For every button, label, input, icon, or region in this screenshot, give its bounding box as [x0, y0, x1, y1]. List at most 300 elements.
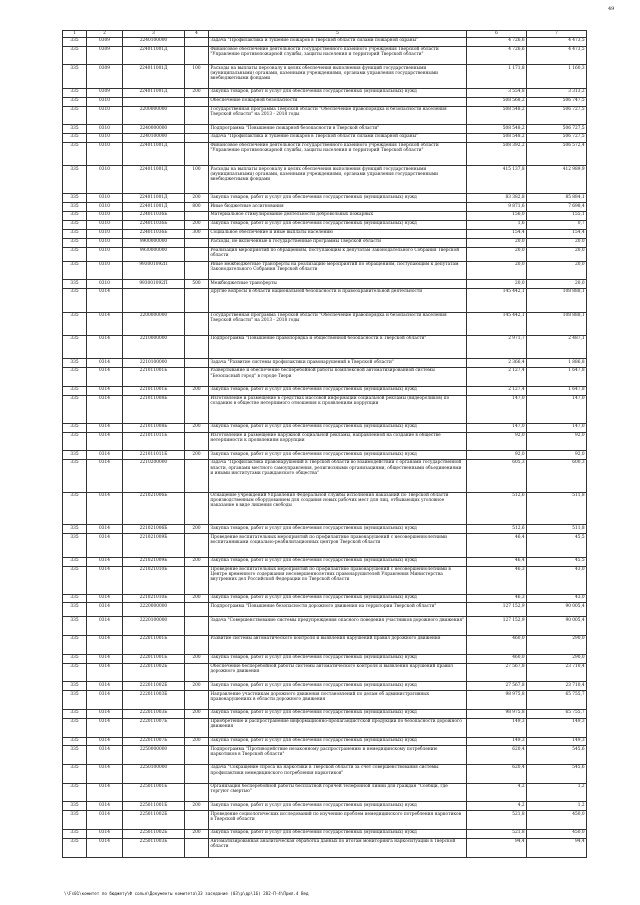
table-row — [63, 335, 587, 358]
target-article-cell: 2250000000 — [123, 746, 185, 765]
expense-type-cell: 200 — [185, 709, 209, 718]
ministry-code-cell: 335 — [63, 125, 87, 134]
description-cell: Задача "Профилактика правонарушений в Тверской области во взаимодействии с органами государственной власти, органами местного самоуправления, религиозными организациями, общественными объединениями и иными институтами гражданского общества" — [209, 460, 467, 493]
description-cell: Закупка товаров, работ и услуг для обеспечения государственных (муниципальных) нужд — [209, 557, 467, 566]
target-article-cell: 224011001Д — [123, 65, 185, 88]
description-cell: Закупка товаров, работ и услуг для обеспечения государственных (муниципальных) нужд — [209, 525, 467, 534]
executed-amount-cell: 290,0 — [527, 636, 587, 655]
table-row — [63, 802, 587, 811]
planned-amount-cell: 521,8 — [467, 830, 527, 839]
section-code-cell: 0314 — [87, 566, 123, 594]
planned-amount-cell: 149,3 — [467, 737, 527, 746]
table-row — [63, 654, 587, 663]
expense-type-cell — [185, 460, 209, 493]
planned-amount-cell: 3 554,8 — [467, 88, 527, 97]
section-code-cell: 0314 — [87, 783, 123, 802]
target-article-cell: 2250100000 — [123, 765, 185, 784]
ministry-code-cell: 335 — [63, 88, 87, 97]
description-cell: Развертывание и обеспечение бесперебойной работы комплексной автоматизированной системы "Безопасный город" в городе Твери — [209, 368, 467, 387]
description-cell: Развитие системы автоматического контроля и выявления нарушений правил дорожного движения — [209, 636, 467, 655]
target-article-cell: 222011007Б — [123, 718, 185, 737]
table-row — [63, 423, 587, 432]
table-row — [63, 97, 587, 106]
executed-amount-cell: 412 989,9 — [527, 166, 587, 194]
ministry-code-cell: 335 — [63, 566, 87, 594]
target-article-cell: 221021006Б — [123, 525, 185, 534]
target-article-cell — [123, 289, 185, 312]
section-code-cell: 0314 — [87, 451, 123, 460]
planned-amount-cell: 4 726,6 — [467, 37, 527, 46]
description-cell: Обеспечение пожарной безопасности — [209, 97, 467, 106]
planned-amount-cell: 20,0 — [467, 247, 527, 261]
target-article-cell: 221021010Б — [123, 594, 185, 603]
table-row — [63, 134, 587, 143]
expense-type-cell: 200 — [185, 830, 209, 839]
planned-amount-cell: 508 568,2 — [467, 97, 527, 106]
planned-amount-cell: 27 567,8 — [467, 663, 527, 682]
target-article-cell: 224011036Б — [123, 212, 185, 221]
table-row — [63, 229, 587, 238]
target-article-cell: 224011001Д — [123, 142, 185, 165]
description-cell: Закупка товаров, работ и услуг для обеспечения государственных (муниципальных) нужд — [209, 386, 467, 395]
table-row — [63, 46, 587, 65]
executed-amount-cell: 92,0 — [527, 451, 587, 460]
description-cell: Подпрограмма "Повышение безопасности дорожного движения на территории Тверской области" — [209, 603, 467, 617]
executed-amount-cell: 108 888,1 — [527, 312, 587, 335]
ministry-code-cell: 335 — [63, 737, 87, 746]
expense-type-cell: 200 — [185, 594, 209, 603]
planned-amount-cell: 98 975,8 — [467, 691, 527, 710]
section-code-cell: 0314 — [87, 737, 123, 746]
table-row — [63, 603, 587, 617]
target-article-cell: 224011036Б — [123, 229, 185, 238]
description-cell: Социальное обеспечение и иные выплаты населению — [209, 229, 467, 238]
section-code-cell: 0314 — [87, 802, 123, 811]
executed-amount-cell: 1 160,3 — [527, 65, 587, 88]
executed-amount-cell: 7 698,4 — [527, 203, 587, 212]
ministry-code-cell: 335 — [63, 134, 87, 143]
target-article-cell: 221021009Б — [123, 557, 185, 566]
section-code-cell: 0314 — [87, 718, 123, 737]
table-row — [63, 203, 587, 212]
planned-amount-cell: 83 382,8 — [467, 194, 527, 203]
executed-amount-cell: 1,2 — [527, 783, 587, 802]
table-row — [63, 525, 587, 534]
table-row — [63, 557, 587, 566]
ministry-code-cell: 335 — [63, 534, 87, 557]
column-header: 5 — [209, 31, 467, 38]
planned-amount-cell: 20,0 — [467, 280, 527, 289]
expense-type-cell — [185, 718, 209, 737]
description-cell: Проведение воспитательных мероприятий по профилактике правонарушений с несовершеннолетними воспитанниками социально-реабилитационных центров Тверской области — [209, 534, 467, 557]
description-cell: Изготовление и размещение в средствах массовой информации социальной рекламы (видеороликов) по созданию в обществе нетерпимого отношения к проявлениям коррупции — [209, 395, 467, 423]
ministry-code-cell: 335 — [63, 709, 87, 718]
description-cell: Закупка товаров, работ и услуг для обеспечения государственных (муниципальных) нужд — [209, 830, 467, 839]
description-cell: Приобретение и распространение информационно-пропагандистской продукции по безопасности дорожного движения — [209, 718, 467, 737]
ministry-code-cell: 335 — [63, 682, 87, 691]
executed-amount-cell: 4 473,5 — [527, 46, 587, 65]
ministry-code-cell: 335 — [63, 106, 87, 125]
expense-type-cell: 200 — [185, 682, 209, 691]
executed-amount-cell: 1 647,8 — [527, 386, 587, 395]
planned-amount-cell: 127 152,9 — [467, 603, 527, 617]
executed-amount-cell: 94,4 — [527, 838, 587, 857]
planned-amount-cell: 508 548,2 — [467, 125, 527, 134]
planned-amount-cell: 20,0 — [467, 238, 527, 247]
ministry-code-cell: 335 — [63, 617, 87, 636]
executed-amount-cell: 450,0 — [527, 830, 587, 839]
ministry-code-cell: 335 — [63, 594, 87, 603]
executed-amount-cell: 147,0 — [527, 395, 587, 423]
ministry-code-cell: 335 — [63, 386, 87, 395]
description-cell: Задача "Профилактика и тушение пожаров в Тверской области силами пожарной охраны" — [209, 37, 467, 46]
executed-amount-cell: 0,7 — [527, 220, 587, 229]
expense-type-cell — [185, 359, 209, 368]
section-code-cell: 0314 — [87, 432, 123, 451]
ministry-code-cell: 335 — [63, 220, 87, 229]
expense-type-cell — [185, 125, 209, 134]
target-article-cell: 222011002Б — [123, 663, 185, 682]
expense-type-cell: 300 — [185, 229, 209, 238]
section-code-cell: 0314 — [87, 386, 123, 395]
section-code-cell: 0310 — [87, 280, 123, 289]
description-cell: Закупка товаров, работ и услуг для обеспечения государственных (муниципальных) нужд — [209, 194, 467, 203]
target-article-cell: 225011001Б — [123, 783, 185, 802]
table-row — [63, 709, 587, 718]
executed-amount-cell: 4 473,5 — [527, 37, 587, 46]
table-row — [63, 194, 587, 203]
budget-table — [62, 30, 587, 858]
section-code-cell: 0314 — [87, 663, 123, 682]
description-cell: Расходы на выплаты персоналу в целях обеспечения выполнения функций государственными (муниципальными) органами, казенными учреждениями, органами управления государственными внебюджетными фондами — [209, 166, 467, 194]
section-code-cell: 0314 — [87, 460, 123, 493]
planned-amount-cell: 1 171,8 — [467, 65, 527, 88]
executed-amount-cell: 1 647,8 — [527, 368, 587, 387]
expense-type-cell — [185, 395, 209, 423]
table-row — [63, 280, 587, 289]
table-header-row — [63, 31, 587, 38]
ministry-code-cell: 335 — [63, 663, 87, 682]
table-row — [63, 492, 587, 525]
planned-amount-cell: 156,0 — [467, 212, 527, 221]
planned-amount-cell: 2 127,4 — [467, 386, 527, 395]
executed-amount-cell: 20,0 — [527, 280, 587, 289]
ministry-code-cell: 335 — [63, 229, 87, 238]
section-code-cell: 0314 — [87, 636, 123, 655]
description-cell: Закупка товаров, работ и услуг для обеспечения государственных (муниципальных) нужд — [209, 88, 467, 97]
ministry-code-cell: 335 — [63, 765, 87, 784]
planned-amount-cell: 4,2 — [467, 783, 527, 802]
column-header: 1 — [63, 31, 87, 38]
section-code-cell: 0314 — [87, 368, 123, 387]
expense-type-cell — [185, 783, 209, 802]
description-cell: Закупка товаров, работ и услуг для обеспечения государственных (муниципальных) нужд — [209, 451, 467, 460]
target-article-cell: 9930000000 — [123, 247, 185, 261]
section-code-cell: 0314 — [87, 617, 123, 636]
table-row — [63, 682, 587, 691]
ministry-code-cell: 335 — [63, 830, 87, 839]
planned-amount-cell: 415 137,8 — [467, 166, 527, 194]
target-article-cell: 222011001Б — [123, 636, 185, 655]
target-article-cell: 2200000000 — [123, 106, 185, 125]
description-cell: Закупка товаров, работ и услуг для обеспечения государственных (муниципальных) нужд — [209, 423, 467, 432]
description-cell: Финансовое обеспечение деятельности государственного казенного учреждения Тверской области "Управление противопожарной службы, защиты населения и территорий Тверской области" — [209, 142, 467, 165]
expense-type-cell — [185, 106, 209, 125]
expense-type-cell: 100 — [185, 166, 209, 194]
table-row — [63, 395, 587, 423]
expense-type-cell: 200 — [185, 654, 209, 663]
description-cell: Расходы, не включенные в государственные программы Тверской области — [209, 238, 467, 247]
section-code-cell: 0310 — [87, 125, 123, 134]
executed-amount-cell: 149,3 — [527, 718, 587, 737]
table-row — [63, 261, 587, 280]
target-article-cell: 221011008Б — [123, 423, 185, 432]
ministry-code-cell: 335 — [63, 65, 87, 88]
planned-amount-cell: 92,0 — [467, 432, 527, 451]
section-code-cell: 0310 — [87, 166, 123, 194]
description-cell: Иные бюджетные ассигнования — [209, 203, 467, 212]
executed-amount-cell: 600,3 — [527, 460, 587, 493]
ministry-code-cell: 335 — [63, 718, 87, 737]
section-code-cell: 0314 — [87, 525, 123, 534]
expense-type-cell — [185, 838, 209, 857]
target-article-cell: 221011011Б — [123, 432, 185, 451]
planned-amount-cell: 20,0 — [467, 261, 527, 280]
description-cell: Подпрограмма "Повышение пожарной безопасности в Тверской области" — [209, 125, 467, 134]
planned-amount-cell: 508 548,2 — [467, 134, 527, 143]
ministry-code-cell: 335 — [63, 142, 87, 165]
section-code-cell: 0309 — [87, 37, 123, 46]
executed-amount-cell: 23 710,4 — [527, 682, 587, 691]
planned-amount-cell: 508 392,2 — [467, 142, 527, 165]
description-cell: Подпрограмма "Противодействие незаконному распространению и немедицинскому потреблению наркотиков в Тверской области" — [209, 746, 467, 765]
executed-amount-cell: 506 747,5 — [527, 97, 587, 106]
expense-type-cell — [185, 247, 209, 261]
table-row — [63, 811, 587, 830]
section-code-cell: 0314 — [87, 492, 123, 525]
description-cell: Закупка товаров, работ и услуг для обеспечения государственных (муниципальных) нужд — [209, 654, 467, 663]
target-article-cell: 221011008Б — [123, 395, 185, 423]
expense-type-cell — [185, 97, 209, 106]
ministry-code-cell: 335 — [63, 166, 87, 194]
planned-amount-cell: 127 152,9 — [467, 617, 527, 636]
table-row — [63, 451, 587, 460]
description-cell: Государственная программа Тверской области "Обеспечение правопорядка и безопасности населения Тверской области" на 2013 - 2018 годы — [209, 312, 467, 335]
target-article-cell: 2210200000 — [123, 460, 185, 493]
executed-amount-cell: 23 710,4 — [527, 663, 587, 682]
planned-amount-cell: 92,0 — [467, 451, 527, 460]
table-row — [63, 212, 587, 221]
executed-amount-cell: 147,0 — [527, 423, 587, 432]
ministry-code-cell: 335 — [63, 97, 87, 106]
ministry-code-cell: 335 — [63, 492, 87, 525]
target-article-cell: 222011002Б — [123, 682, 185, 691]
ministry-code-cell: 335 — [63, 654, 87, 663]
planned-amount-cell: 4,2 — [467, 802, 527, 811]
description-cell: Обеспечение бесперебойной работы системы автоматического контроля и выявления нарушений правил дорожного движения — [209, 663, 467, 682]
description-cell: Закупка товаров, работ и услуг для обеспечения государственных (муниципальных) нужд — [209, 682, 467, 691]
expense-type-cell: 200 — [185, 423, 209, 432]
description-cell: Задача "Совершенствование системы предупреждения опасного поведения участников дорожного движения" — [209, 617, 467, 636]
table-row — [63, 718, 587, 737]
executed-amount-cell: 20,0 — [527, 238, 587, 247]
expense-type-cell: 200 — [185, 737, 209, 746]
ministry-code-cell: 335 — [63, 194, 87, 203]
planned-amount-cell: 98 975,8 — [467, 709, 527, 718]
target-article-cell: 224011001Д — [123, 194, 185, 203]
ministry-code-cell: 335 — [63, 746, 87, 765]
section-code-cell: 0310 — [87, 106, 123, 125]
description-cell: Закупка товаров, работ и услуг для обеспечения государственных (муниципальных) нужд — [209, 594, 467, 603]
expense-type-cell — [185, 691, 209, 710]
section-code-cell: 0309 — [87, 46, 123, 65]
ministry-code-cell: 335 — [63, 557, 87, 566]
planned-amount-cell: 46,3 — [467, 594, 527, 603]
table-row — [63, 838, 587, 857]
target-article-cell: 993001092П — [123, 280, 185, 289]
page-number: 49 — [608, 6, 615, 12]
executed-amount-cell: 149,3 — [527, 737, 587, 746]
planned-amount-cell: 2 127,4 — [467, 368, 527, 387]
table-body — [63, 37, 587, 857]
executed-amount-cell: 1,2 — [527, 802, 587, 811]
expense-type-cell — [185, 492, 209, 525]
table-row — [63, 765, 587, 784]
ministry-code-cell: 335 — [63, 811, 87, 830]
target-article-cell: 221021010Б — [123, 566, 185, 594]
section-code-cell: 0310 — [87, 220, 123, 229]
target-article-cell: 2240100000 — [123, 134, 185, 143]
section-code-cell: 0314 — [87, 423, 123, 432]
expense-type-cell: 500 — [185, 280, 209, 289]
description-cell: Другие вопросы в области национальной безопасности и правоохранительной деятельности — [209, 289, 467, 312]
description-cell: Закупка товаров, работ и услуг для обеспечения государственных (муниципальных) нужд — [209, 802, 467, 811]
table-row — [63, 289, 587, 312]
executed-amount-cell: 511,8 — [527, 492, 587, 525]
description-cell: Реализация мероприятий по обращениям, поступающим к депутатам Законодательного Собрания Тверской области — [209, 247, 467, 261]
target-article-cell: 221021006Б — [123, 492, 185, 525]
expense-type-cell — [185, 663, 209, 682]
expense-type-cell: 200 — [185, 220, 209, 229]
file-path-footer: \\Fs01\комитет по бюджету\Ф солья\Документы комитета\33 заседание (03\р\др\16) 282-П-4\Прил.4 Вед — [64, 891, 309, 896]
column-header: 6 — [467, 31, 527, 38]
section-code-cell: 0310 — [87, 142, 123, 165]
ministry-code-cell: 335 — [63, 603, 87, 617]
expense-type-cell — [185, 37, 209, 46]
section-code-cell: 0314 — [87, 691, 123, 710]
section-code-cell: 0314 — [87, 289, 123, 312]
description-cell: Задача "Профилактика и тушение пожаров в Тверской области силами пожарной охраны" — [209, 134, 467, 143]
description-cell: Государственная программа Тверской области "Обеспечение правопорядка и безопасности населения Тверской области" на 2013 - 2018 годы — [209, 106, 467, 125]
table-row — [63, 691, 587, 710]
table-row — [63, 238, 587, 247]
executed-amount-cell: 43,0 — [527, 594, 587, 603]
target-article-cell: 225011003Б — [123, 838, 185, 857]
executed-amount-cell: 506 572,4 — [527, 142, 587, 165]
target-article-cell: 2240100000 — [123, 37, 185, 46]
description-cell: Автоматизированная аналитическая обработка данных по итогам мониторинга наркоситуации в Тверской области — [209, 838, 467, 857]
target-article-cell: 224011036Б — [123, 220, 185, 229]
executed-amount-cell: 90 005,4 — [527, 603, 587, 617]
ministry-code-cell: 335 — [63, 37, 87, 46]
table-row — [63, 247, 587, 261]
ministry-code-cell: 335 — [63, 460, 87, 493]
executed-amount-cell: 506 727,5 — [527, 106, 587, 125]
ministry-code-cell: 335 — [63, 203, 87, 212]
planned-amount-cell: 1,6 — [467, 220, 527, 229]
description-cell: Проведение воспитательных мероприятий по профилактике правонарушений с несовершеннолетними в Центре временного содержания несовершеннолетних правонарушителей Управления Министерства внутренних дел Российской Федерации по Тверской области — [209, 566, 467, 594]
ministry-code-cell: 335 — [63, 636, 87, 655]
planned-amount-cell: 512,6 — [467, 492, 527, 525]
description-cell: Расходы на выплаты персоналу в целях обеспечения выполнения функций государственными (муниципальными) органами, казенными учреждениями, органами управления государственными внебюджетными фондами — [209, 65, 467, 88]
executed-amount-cell: 45,5 — [527, 534, 587, 557]
table-row — [63, 746, 587, 765]
expense-type-cell — [185, 312, 209, 335]
target-article-cell: 221021009Б — [123, 534, 185, 557]
column-header: 3 — [123, 31, 185, 38]
ministry-code-cell: 335 — [63, 395, 87, 423]
ministry-code-cell: 335 — [63, 238, 87, 247]
table-row — [63, 37, 587, 46]
table-row — [63, 142, 587, 165]
ministry-code-cell: 335 — [63, 838, 87, 857]
table-row — [63, 125, 587, 134]
ministry-code-cell: 335 — [63, 359, 87, 368]
section-code-cell: 0314 — [87, 557, 123, 566]
executed-amount-cell: 45,5 — [527, 557, 587, 566]
ministry-code-cell: 335 — [63, 432, 87, 451]
section-code-cell: 0314 — [87, 335, 123, 358]
ministry-code-cell: 335 — [63, 423, 87, 432]
ministry-code-cell: 335 — [63, 212, 87, 221]
table-row — [63, 737, 587, 746]
section-code-cell: 0314 — [87, 594, 123, 603]
description-cell: Иные межбюджетные трансферты на реализацию мероприятий по обращениям, поступающим к депутатам Законодательного Собрания Тверской области — [209, 261, 467, 280]
executed-amount-cell: 545,6 — [527, 765, 587, 784]
ministry-code-cell: 335 — [63, 783, 87, 802]
target-article-cell: 2220000000 — [123, 603, 185, 617]
target-article-cell: 2220100000 — [123, 617, 185, 636]
table-row — [63, 534, 587, 557]
planned-amount-cell: 46,4 — [467, 534, 527, 557]
ministry-code-cell: 335 — [63, 280, 87, 289]
expense-type-cell: 800 — [185, 203, 209, 212]
target-article-cell: 222011007Б — [123, 737, 185, 746]
description-cell: Задача "Сокращение спроса на наркотики в Тверской области за счет совершенствования системы профилактики немедицинского потребления наркотиков" — [209, 765, 467, 784]
executed-amount-cell: 450,0 — [527, 811, 587, 830]
executed-amount-cell: 545,6 — [527, 746, 587, 765]
section-code-cell: 0309 — [87, 88, 123, 97]
ministry-code-cell: 335 — [63, 335, 87, 358]
table-row — [63, 663, 587, 682]
description-cell: Финансовое обеспечение деятельности государственного казенного учреждения Тверской области "Управление противопожарной службы, защиты населения и территорий Тверской области" — [209, 46, 467, 65]
section-code-cell: 0309 — [87, 65, 123, 88]
expense-type-cell — [185, 261, 209, 280]
expense-type-cell: 200 — [185, 525, 209, 534]
expense-type-cell: 200 — [185, 557, 209, 566]
expense-type-cell: 200 — [185, 194, 209, 203]
executed-amount-cell: 511,8 — [527, 525, 587, 534]
table-row — [63, 312, 587, 335]
executed-amount-cell: 1 886,8 — [527, 359, 587, 368]
description-cell: Подпрограмма "Повышение правопорядка и общественной безопасности в Тверской области" — [209, 335, 467, 358]
table-row — [63, 432, 587, 451]
expense-type-cell — [185, 746, 209, 765]
planned-amount-cell: 605,3 — [467, 460, 527, 493]
planned-amount-cell: 620,4 — [467, 746, 527, 765]
section-code-cell: 0314 — [87, 534, 123, 557]
target-article-cell: 2210100000 — [123, 359, 185, 368]
